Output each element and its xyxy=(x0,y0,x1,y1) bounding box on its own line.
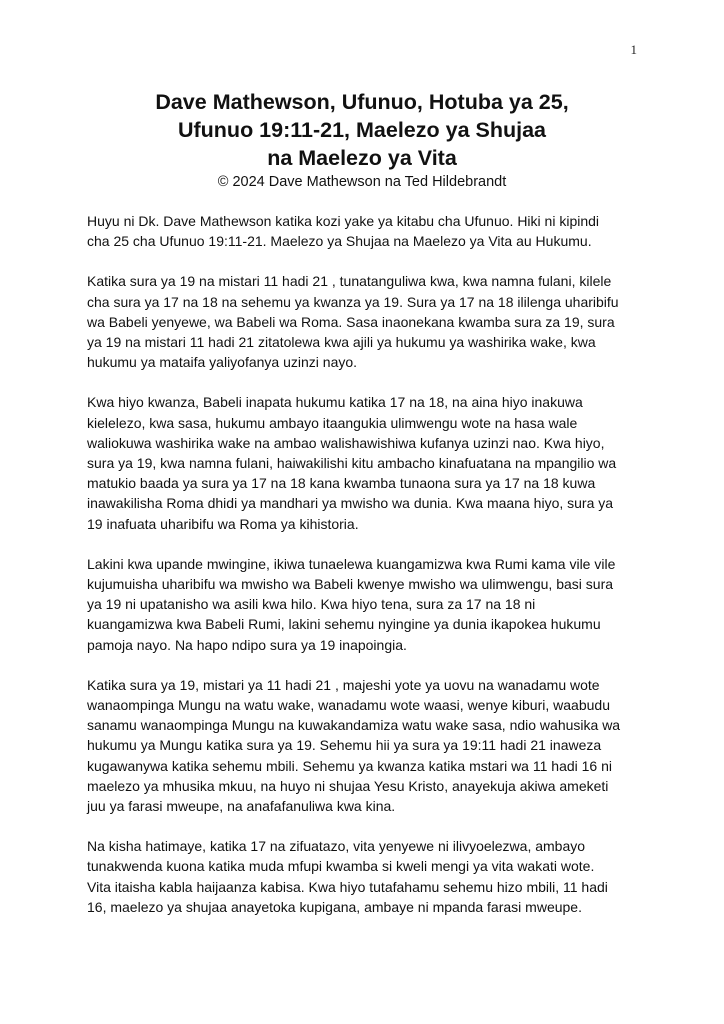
text-line: maelezo ya mhusika mkuu, na huyo ni shujaa Yesu Kristo, anayekuja akiwa ameketi xyxy=(87,777,609,794)
text-line: kielelezo, kwa sasa, hukumu ambayo itaangukia ulimwengu wote na hasa wale xyxy=(87,414,578,431)
document-title xyxy=(0,88,724,172)
text-line: kugawanywa katika sehemu mbili. Sehemu ya kwanza katika mstari wa 11 hadi 16 ni xyxy=(87,757,612,774)
text-line: kuangamizwa kwa Babeli Rumi, lakini sehemu nyingine ya dunia ikapokea hukumu xyxy=(87,616,601,633)
paragraph xyxy=(87,836,647,917)
text-line: tunakwenda kuona katika muda mfupi kwamba si kweli mengi ya vita wakati wote. xyxy=(87,858,595,875)
title-line: Ufunuo 19:11-21, Maelezo ya Shujaa xyxy=(177,118,546,142)
text-line: wa Babeli yenyewe, wa Babeli wa Roma. Sasa inaonekana kwamba sura za 19, sura xyxy=(87,313,615,330)
text-line: hukumu ya Mungu katika sura ya 19. Sehemu hii ya sura ya 19:11 hadi 21 inaweza xyxy=(87,737,602,754)
paragraph xyxy=(87,675,647,816)
text-line: Kwa hiyo kwanza, Babeli inapata hukumu katika 17 na 18, na aina hiyo inakuwa xyxy=(87,394,583,411)
text-line: Katika sura ya 19, mistari ya 11 hadi 21 , majeshi yote ya uovu na wanadamu wote xyxy=(87,676,600,693)
paragraph xyxy=(87,554,647,655)
text-line: 19 inafuata uharibifu wa Roma ya kihistoria. xyxy=(87,515,359,532)
text-line: ya 19 ni upatanisho wa asili kwa hilo. Kwa hiyo tena, sura za 17 na 18 ni xyxy=(87,596,536,613)
text-line: sanamu wanaompinga Mungu na kuwakandamiza watu wake sasa, ndio wahusika wa xyxy=(87,717,621,734)
paragraph xyxy=(87,211,647,251)
text-line: waliokuwa washirika wake na ambao walishawishiwa kufanya uzinzi nao. Kwa hiyo, xyxy=(87,434,605,451)
text-line: pamoja nayo. Na hapo ndipo sura ya 19 inapoingia. xyxy=(87,636,407,653)
text-line: hukumu ya mataifa yaliyofanya uzinzi nayo. xyxy=(87,354,358,371)
paragraph xyxy=(87,271,647,372)
text-line: matukio baada ya sura ya 17 na 18 kana kwamba tunaona sura ya 17 na 18 kuwa xyxy=(87,475,596,492)
text-line: Na kisha hatimaye, katika 17 na zifuatazo, vita yenyewe ni ilivyoelezwa, ambayo xyxy=(87,838,586,855)
text-line: wanaompinga Mungu na watu wake, wanadamu wote waasi, wenye kiburi, waabudu xyxy=(87,697,610,714)
text-line: ya 19 na mistari 11 hadi 21 zitatolewa kwa ajili ya hukumu ya washirika wake, kwa xyxy=(87,334,596,351)
text-line: kujumuisha uharibifu wa mwisho wa Babeli kwenye mwisho wa ulimwengu, basi sura xyxy=(87,576,614,593)
text-line: Lakini kwa upande mwingine, ikiwa tunaelewa kuangamizwa kwa Rumi kama vile vile xyxy=(87,555,616,572)
text-line: cha 25 cha Ufunuo 19:11-21. Maelezo ya Shujaa na Maelezo ya Vita au Hukumu. xyxy=(87,233,592,250)
text-line: inawakilisha Roma dhidi ya mandhari ya mwisho wa dunia. Kwa maana hiyo, sura ya xyxy=(87,495,614,512)
text-line: 16, maelezo ya shujaa anayetoka kupigana, ambaye ni mpanda farasi mweupe. xyxy=(87,898,582,915)
document-body xyxy=(87,211,647,937)
text-line: juu ya farasi mweupe, na anafafanuliwa kwa kina. xyxy=(87,798,396,815)
text-line: sura ya 19, kwa namna fulani, haiwakilishi kitu ambacho kinafuatana na mpangilio wa xyxy=(87,455,617,472)
text-line: Vita itaisha kabla haijaanza kabisa. Kwa hiyo tutafahamu sehemu hizo mbili, 11 hadi xyxy=(87,878,608,895)
title-line: na Maelezo ya Vita xyxy=(267,146,457,170)
page-number: 1 xyxy=(630,42,637,57)
text-line: Katika sura ya 19 na mistari 11 hadi 21 , tunatanguliwa kwa, kwa namna fulani, kilele xyxy=(87,273,612,290)
title-line: Dave Mathewson, Ufunuo, Hotuba ya 25, xyxy=(155,90,569,114)
text-line: cha sura ya 17 na 18 na sehemu ya kwanza ya 19. Sura ya 17 na 18 ililenga uharibifu xyxy=(87,293,619,310)
paragraph xyxy=(87,392,647,533)
text-line: Huyu ni Dk. Dave Mathewson katika kozi yake ya kitabu cha Ufunuo. Hiki ni kipindi xyxy=(87,213,600,229)
copyright-line: © 2024 Dave Mathewson na Ted Hildebrandt xyxy=(217,174,507,190)
